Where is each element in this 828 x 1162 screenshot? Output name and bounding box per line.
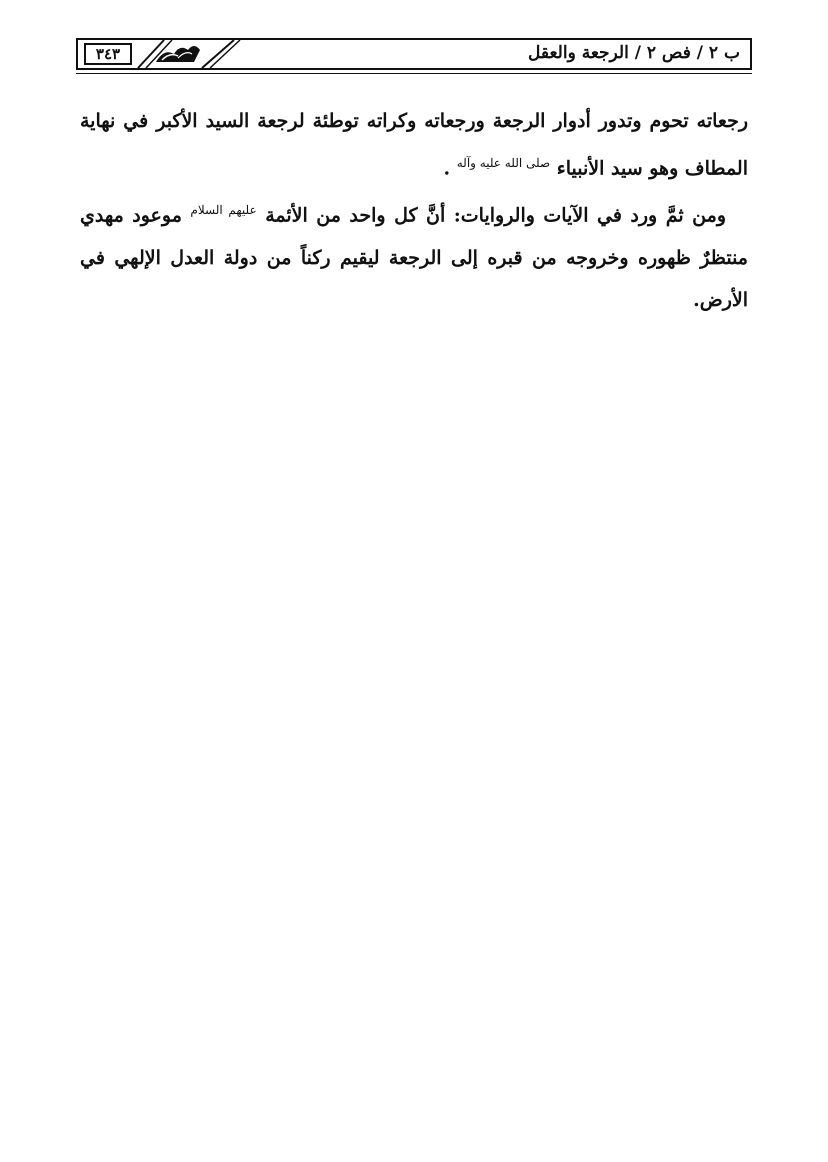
page-body: [80, 100, 748, 321]
paragraph-text: ومن ثمَّ ورد في الآيات والروايات: أنَّ كل واحد من الأئمة: [265, 204, 726, 227]
paragraph-text: موعود مهدي منتظرٌ ظهوره وخروجه من قبره إلى الرجعة ليقيم ركناً من دولة العدل الإلهي في الأرض.: [80, 204, 748, 311]
honorific-glyph: صلى الله عليه وآله: [456, 156, 551, 170]
decorative-ornament-icon: [134, 38, 244, 70]
running-title: ب ٢ / فص ٢ / الرجعة والعقل: [528, 43, 740, 63]
page-number: ٣٤٣: [84, 43, 132, 65]
header-rule: [76, 73, 752, 74]
paragraph-end: .: [443, 157, 457, 180]
paragraph: [80, 100, 748, 189]
paragraph: [80, 189, 748, 320]
paragraph-text: رجعاته تحوم وتدور أدوار الرجعة ورجعاته وكراته توطئة لرجعة السيد الأكبر في نهاية المطاف وهو سيد الأنبياء: [80, 110, 748, 180]
honorific-glyph: عليهم السلام: [190, 203, 257, 218]
running-header: [76, 38, 752, 70]
